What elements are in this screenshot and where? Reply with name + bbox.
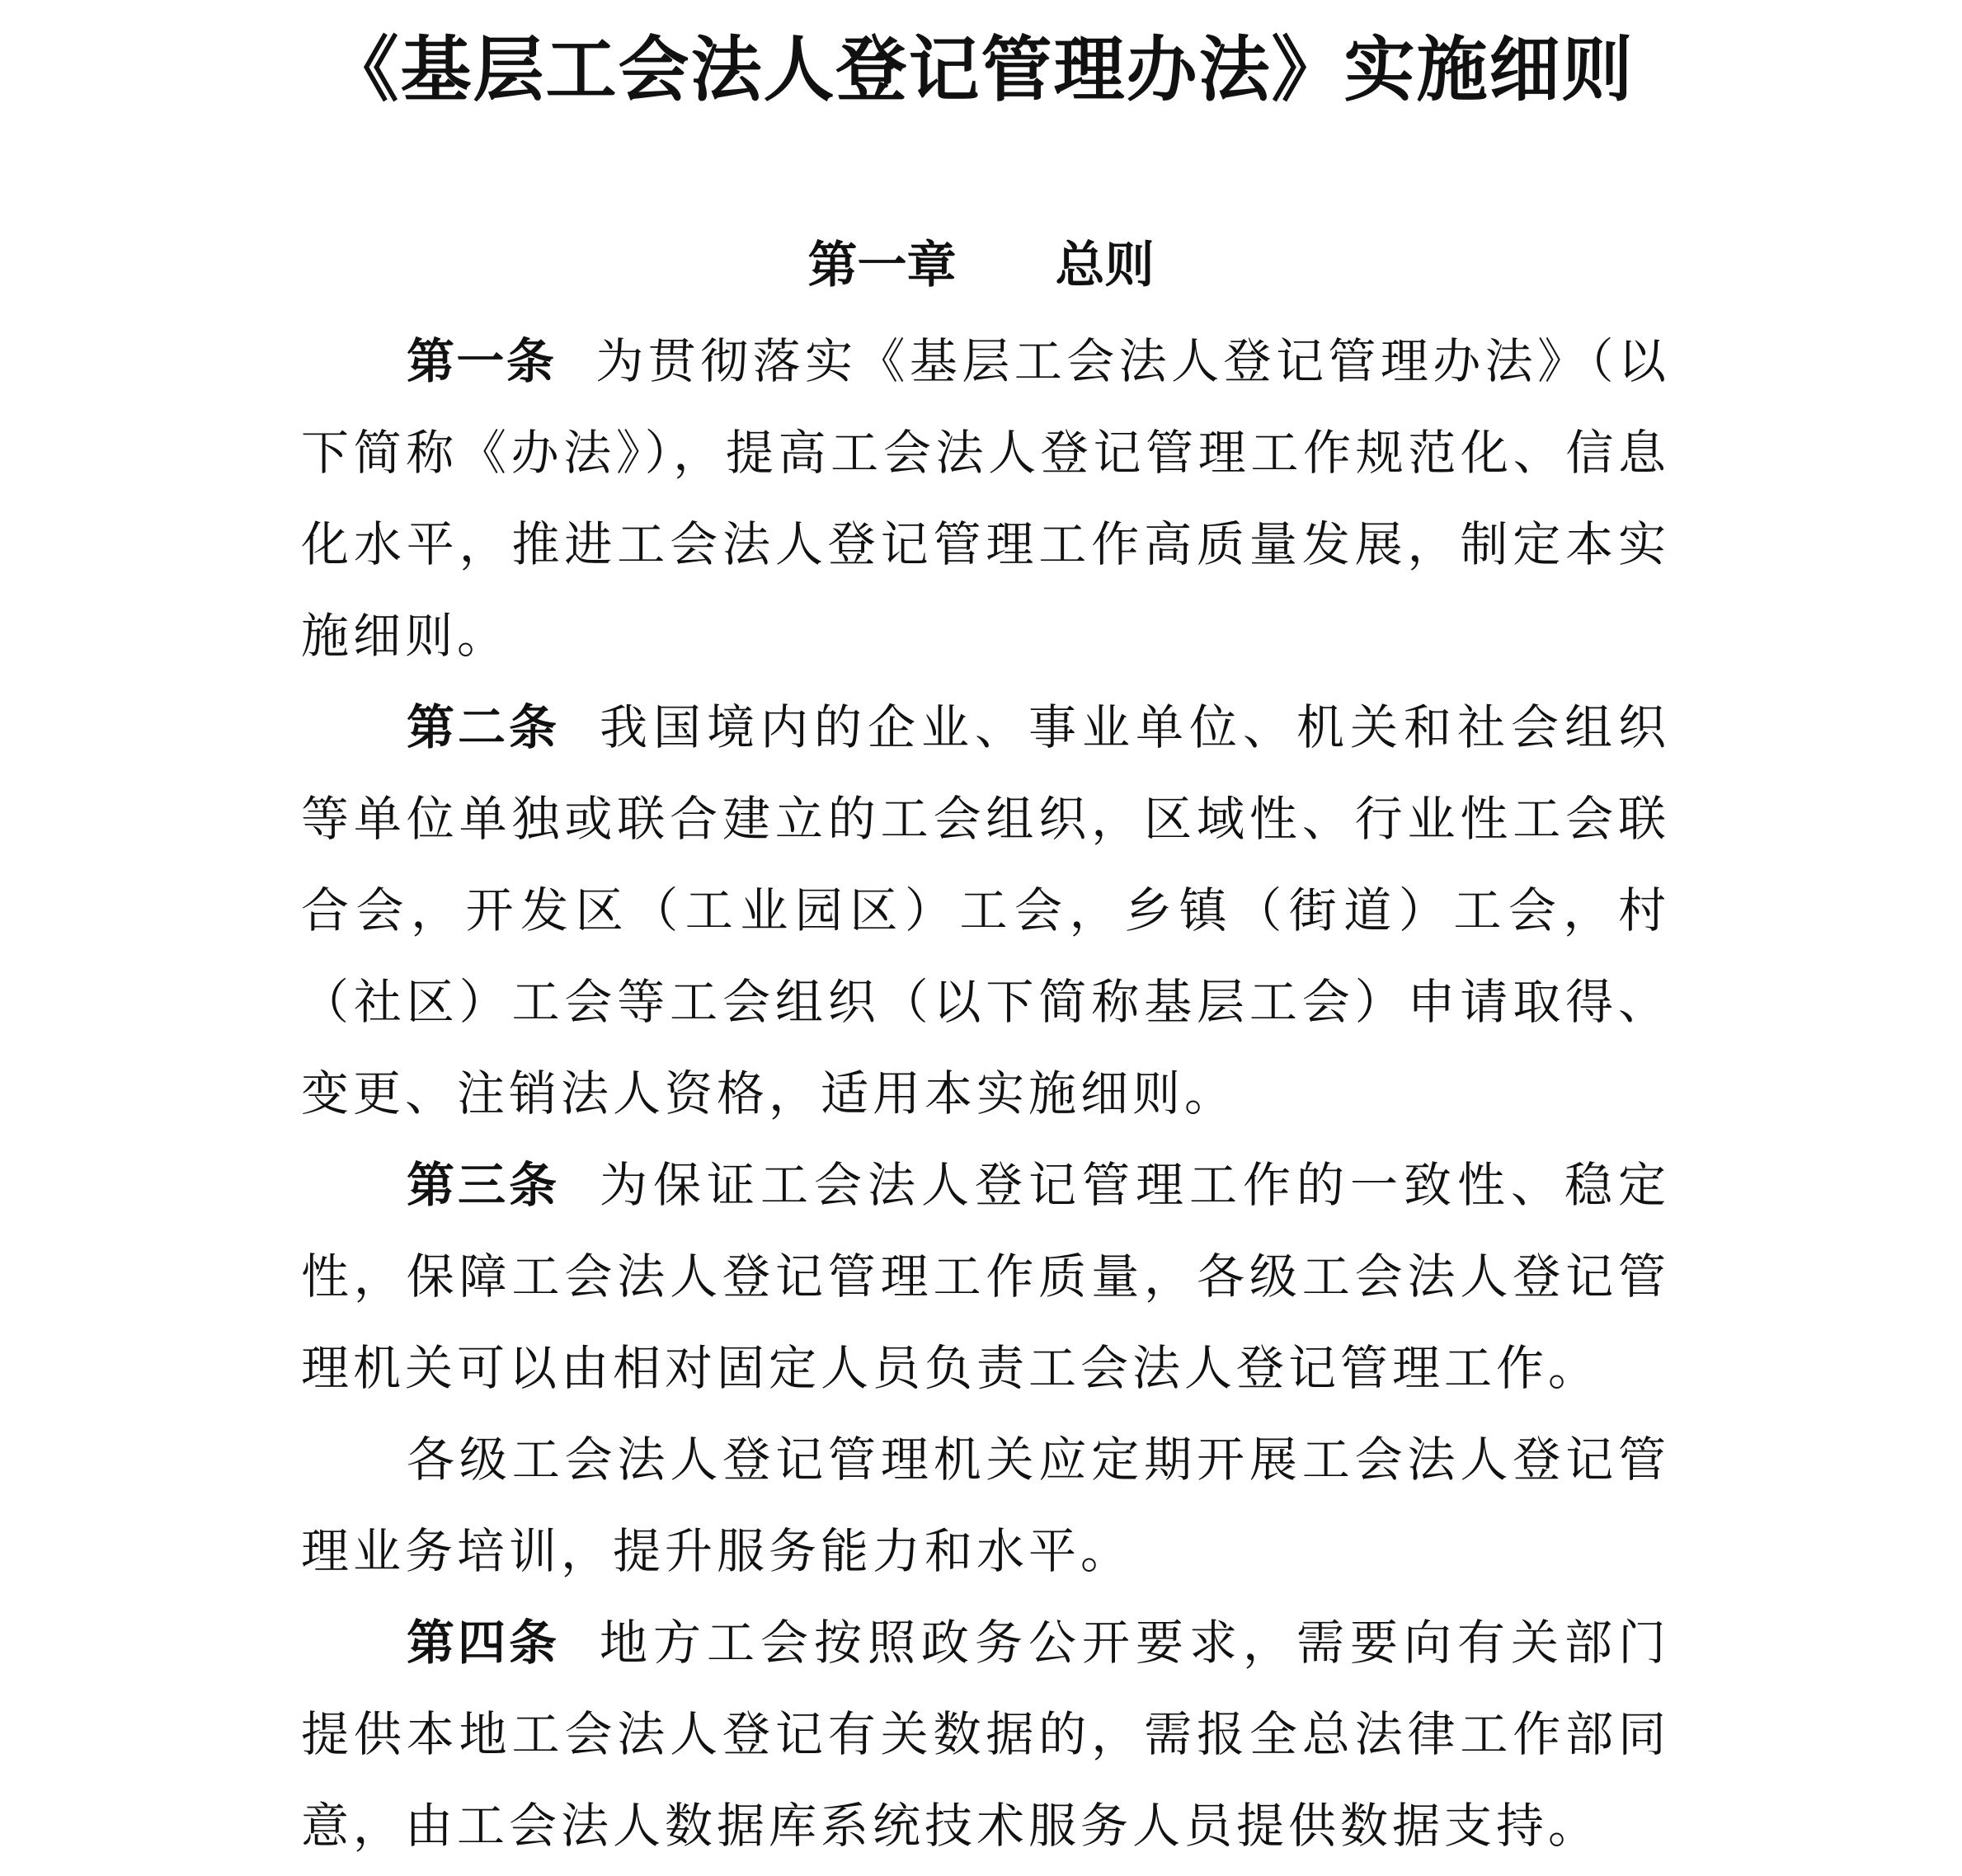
chapter-heading: 第一章 总则 — [807, 237, 1155, 294]
document-body — [301, 316, 1670, 1872]
article-text: 我国境内的企业、事业单位、机关和社会组织等单位单独或联合建立的工会组织，区域性、行业性工会联合会，开发区（工业园区）工会，乡镇（街道）工会，村（社区）工会等工会组织（以下简称基层工会）申请取得、变更、注销法人资格，适用本实施细则。 — [301, 699, 1670, 1121]
article-1 — [301, 316, 1670, 682]
article-label: 第二条 — [407, 699, 560, 755]
article-2 — [301, 682, 1670, 1140]
article-text: 为保证工会法人登记管理工作的一致性、稳定性，保障工会法人登记管理工作质量，各级工会法人登记管理机关可以由相对固定人员负责工会法人登记管理工作。 — [301, 1157, 1670, 1396]
article-3 — [301, 1140, 1670, 1414]
article-3-continuation — [301, 1414, 1670, 1597]
article-4 — [301, 1597, 1670, 1872]
document-title: 《基层工会法人登记管理办法》实施细则 — [327, 28, 1635, 111]
article-text: 各级工会法人登记管理机关应定期开展工会法人登记管理业务培训，提升服务能力和水平。 — [301, 1432, 1670, 1579]
article-label: 第三条 — [407, 1157, 560, 1213]
article-label: 第一条 — [407, 333, 557, 389]
article-label: 第四条 — [407, 1615, 560, 1671]
article-text: 地方工会按照政务公开要求，需要向有关部门提供本地工会法人登记有关数据的，需报全总法律工作部同意，由工会法人数据库系统技术服务人员提供数据支持。 — [301, 1615, 1670, 1854]
article-text: 为贯彻落实《基层工会法人登记管理办法》（以下简称《办法》），提高工会法人登记管理工作规范化、信息化水平，推进工会法人登记管理工作高质量发展，制定本实施细则。 — [301, 333, 1670, 664]
